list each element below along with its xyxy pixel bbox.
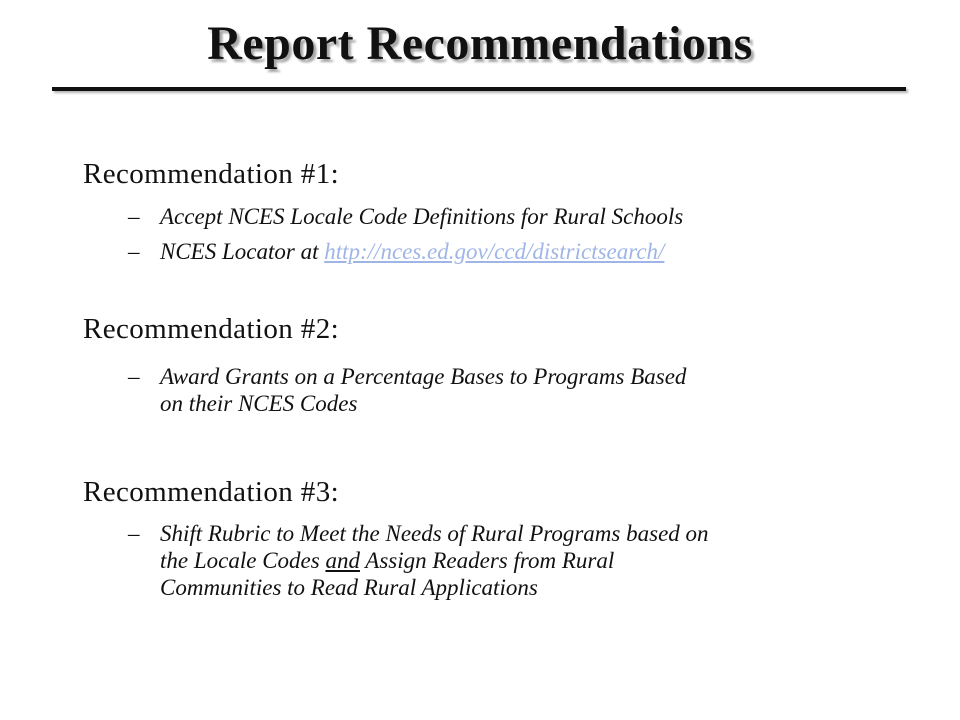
recommendation-3-item-1-line-1: Shift Rubric to Meet the Needs of Rural Programs based on: [160, 521, 709, 546]
recommendation-3-item-1-line-2: [160, 547, 888, 574]
dash-bullet: –: [128, 364, 140, 389]
recommendation-2-item-1-line-2: on their NCES Codes: [160, 391, 358, 416]
recommendation-1-item-2-line: [160, 238, 888, 265]
locator-prefix-text: NCES Locator at: [160, 239, 325, 264]
slide-title: Report Recommendations: [207, 17, 753, 70]
recommendation-1-item-2: [128, 238, 888, 265]
recommendation-2-item-1-line-1: Award Grants on a Percentage Bases to Programs Based: [160, 364, 687, 389]
line-2-before-text: the Locale Codes: [160, 548, 326, 573]
recommendation-1-item-1-text: Accept NCES Locale Code Definitions for Rural Schools: [160, 204, 684, 229]
recommendation-1-heading: Recommendation #1:: [83, 158, 340, 190]
dash-bullet: –: [128, 204, 140, 229]
underlined-and-text: and: [325, 548, 360, 573]
recommendation-3-item-1: [128, 520, 888, 601]
dash-bullet: –: [128, 521, 140, 546]
dash-bullet: –: [128, 239, 140, 264]
recommendation-2-heading: Recommendation #2:: [83, 313, 340, 345]
nces-locator-link[interactable]: http://nces.ed.gov/ccd/districtsearch/: [324, 239, 665, 264]
recommendation-1-item-1: [128, 203, 888, 230]
recommendation-2-item-1: [128, 363, 888, 417]
recommendation-3-heading: Recommendation #3:: [83, 476, 340, 508]
line-2-after-text: Assign Readers from Rural: [359, 548, 615, 573]
title-underline-rule: [52, 87, 906, 91]
recommendation-3-item-1-line-3: Communities to Read Rural Applications: [160, 575, 538, 600]
